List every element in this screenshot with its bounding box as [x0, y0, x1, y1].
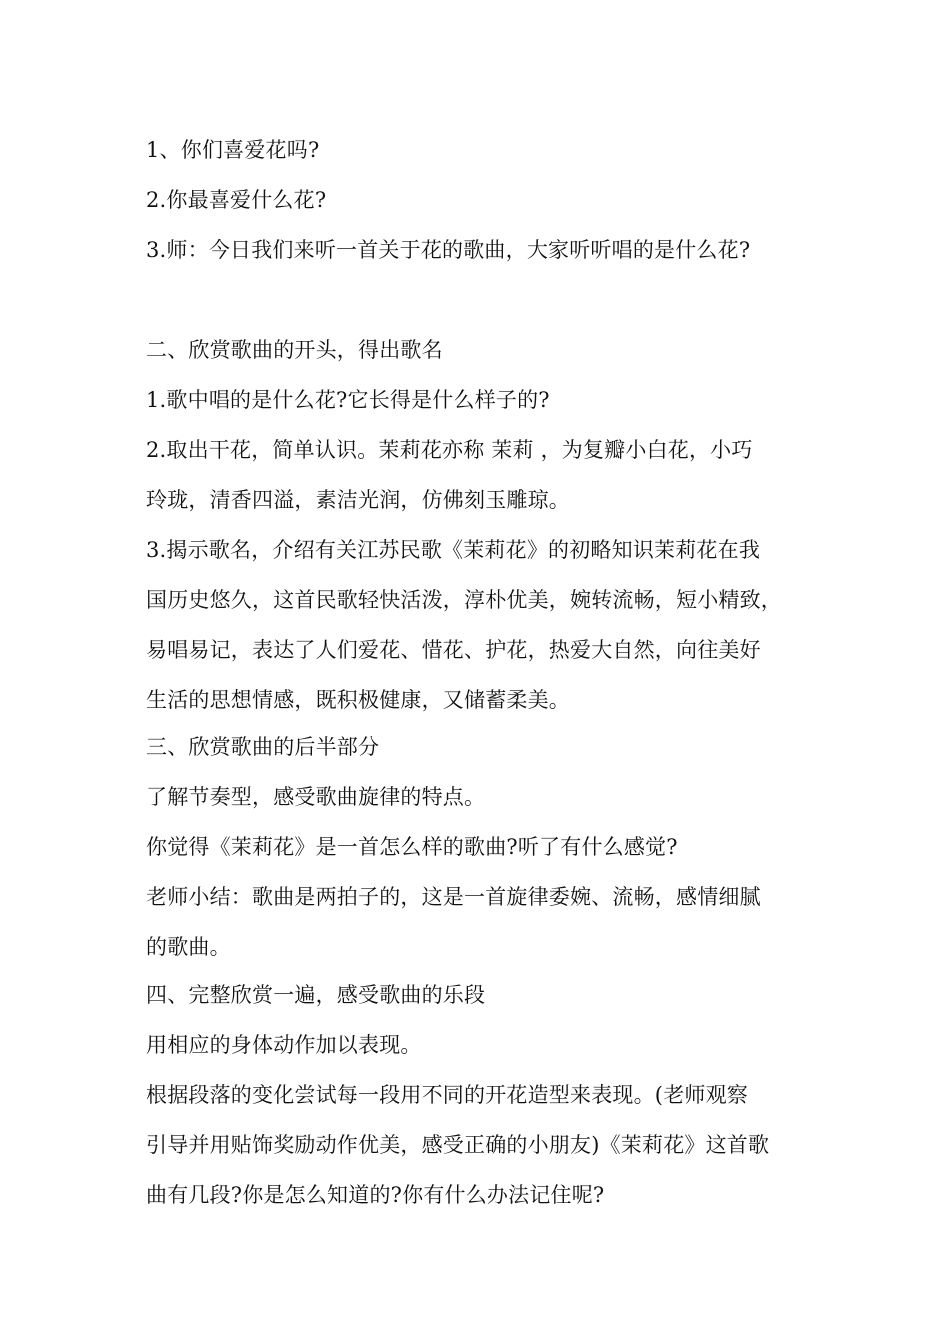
text-line: 1、你们喜爱花吗?: [146, 138, 320, 162]
text-line: 国历史悠久，这首民歌轻快活泼，淳朴优美，婉转流畅，短小精致，: [146, 588, 782, 612]
text-line: 根据段落的变化尝试每一段用不同的开花造型来表现。(老师观察: [146, 1083, 748, 1107]
section-heading: 三、欣赏歌曲的后半部分: [146, 735, 380, 759]
section-heading: 四、完整欣赏一遍，感受歌曲的乐段: [146, 983, 486, 1007]
text-line: 的歌曲。: [146, 935, 231, 959]
text-line: 引导并用贴饰奖励动作优美，感受正确的小朋友)《茉莉花》这首歌: [146, 1133, 770, 1157]
text-line: 玲珑，清香四溢，素洁光润，仿佛刻玉雕琼。: [146, 488, 570, 512]
text-line: 你觉得《茉莉花》是一首怎么样的歌曲?听了有什么感觉?: [146, 835, 678, 859]
text-line: 易唱易记，表达了人们爱花、惜花、护花，热爱大自然，向往美好: [146, 638, 761, 662]
text-line: 3.揭示歌名，介绍有关江苏民歌《茉莉花》的初略知识茉莉花在我: [146, 538, 761, 562]
text-line: 2.你最喜爱什么花?: [146, 188, 327, 212]
text-line: 2.取出干花，简单认识。茉莉花亦称 茉莉 ，为复瓣小白花，小巧: [146, 438, 753, 462]
text-line: 1.歌中唱的是什么花?它长得是什么样子的?: [146, 388, 550, 412]
text-line: 3.师：今日我们来听一首关于花的歌曲，大家听听唱的是什么花?: [146, 238, 751, 262]
text-line: 曲有几段?你是怎么知道的?你有什么办法记住呢?: [146, 1183, 605, 1207]
text-line: 了解节奏型，感受歌曲旋律的特点。: [146, 785, 486, 809]
text-line: 用相应的身体动作加以表现。: [146, 1033, 422, 1057]
text-line: 生活的思想情感，既积极健康，又储蓄柔美。: [146, 688, 570, 712]
section-heading: 二、欣赏歌曲的开头，得出歌名: [146, 338, 443, 362]
text-line: 老师小结：歌曲是两拍子的，这是一首旋律委婉、流畅，感情细腻: [146, 885, 761, 909]
